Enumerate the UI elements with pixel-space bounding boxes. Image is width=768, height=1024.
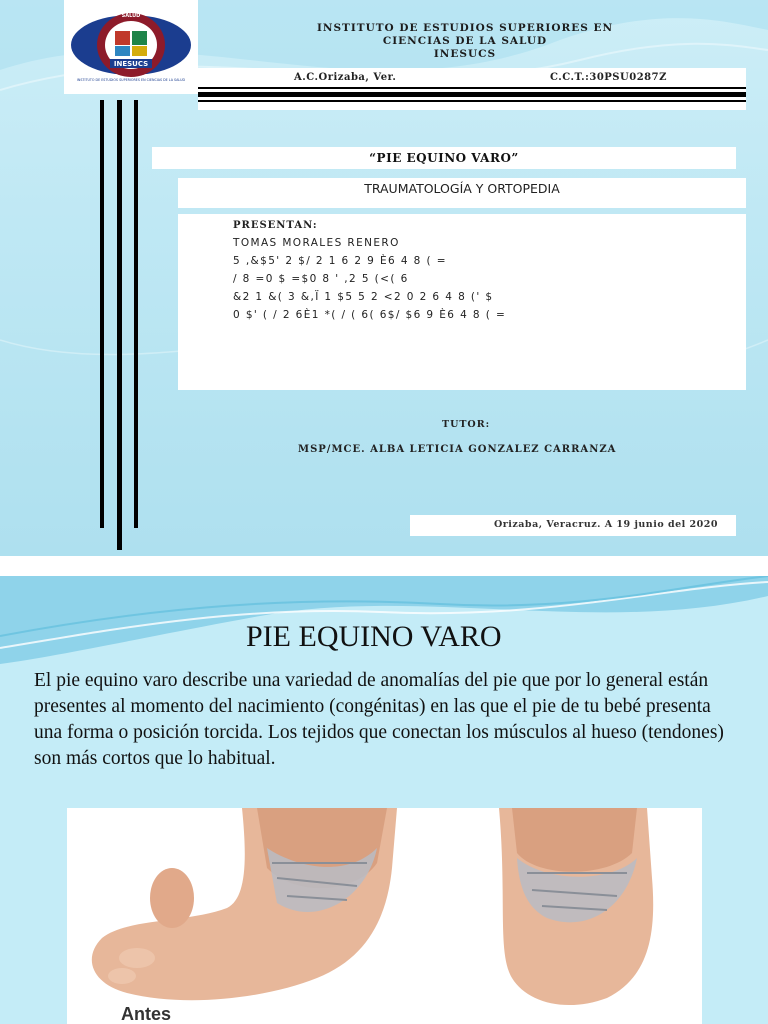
clubfoot-illustration [67,808,702,1024]
subject-title: TRAUMATOLOGÍA Y ORTOPEDIA [178,178,746,208]
cct-code: C.C.T.:30PSU0287Z [550,72,667,83]
location-text: A.C.Orizaba, Ver. [294,72,397,83]
slide-title: PIE EQUINO VARO [246,620,502,653]
presenter-name: / 8 =0 $ =$0 8 ' ,2 5 (<( 6 [233,273,409,285]
divider-rule [198,87,746,89]
content-slide [0,576,768,1024]
institution-logo [64,0,198,94]
institution-line: INESUCS [433,48,497,60]
slide-body-text: El pie equino varo describe una variedad de anomalías del pie que por lo general están presentes al momento del nacimiento (congénitas) en las que el pie de tu bebé presenta una forma o posición torcida. Los tejidos que conectan los músculos al hueso (tendones) son más cortos que lo habitual. [34,670,724,769]
vertical-rule [100,100,104,528]
institution-line: INSTITUTO DE ESTUDIOS SUPERIORES EN [316,22,614,34]
presenters-heading: PRESENTAN: [233,220,318,231]
presenter-name: &2 1 &( 3 &,Ï 1 $5 5 2 <2 0 2 6 4 8 (' $ [233,291,494,303]
vertical-rule [134,100,138,528]
vertical-rule [117,100,122,550]
figure-label-antes: Antes [121,1004,172,1024]
presenter-name: 5 ,&$5' 2 $/ 2 1 6 2 9 È6 4 8 ( = [233,255,447,267]
tutor-name: MSP/MCE. ALBA LETICIA GONZALEZ CARRANZA [298,444,617,455]
divider-rule [198,92,746,97]
divider-rule [198,100,746,102]
presentation-title: “PIE EQUINO VARO” [152,147,736,169]
date-text: Orizaba, Veracruz. A 19 junio del 2020 [410,515,736,536]
logo-ring-text: INSTITUTO DE ESTUDIOS SUPERIORES EN CIENCIAS DE LA SALUD [76,78,186,82]
institution-name [250,22,680,61]
institution-line: CIENCIAS DE LA SALUD [382,35,548,47]
presenter-name: 0 $' ( / 2 6È1 *( / ( 6( 6$/ $6 9 È6 4 8 ( = [233,309,507,321]
logo-top-text: SALUD [121,13,141,19]
logo-band-text: INESUCS [113,60,149,68]
presenters-panel [178,214,746,390]
header-band [198,68,746,110]
presenter-name: TOMAS MORALES RENERO [233,237,400,249]
tutor-label: TUTOR: [442,419,491,430]
